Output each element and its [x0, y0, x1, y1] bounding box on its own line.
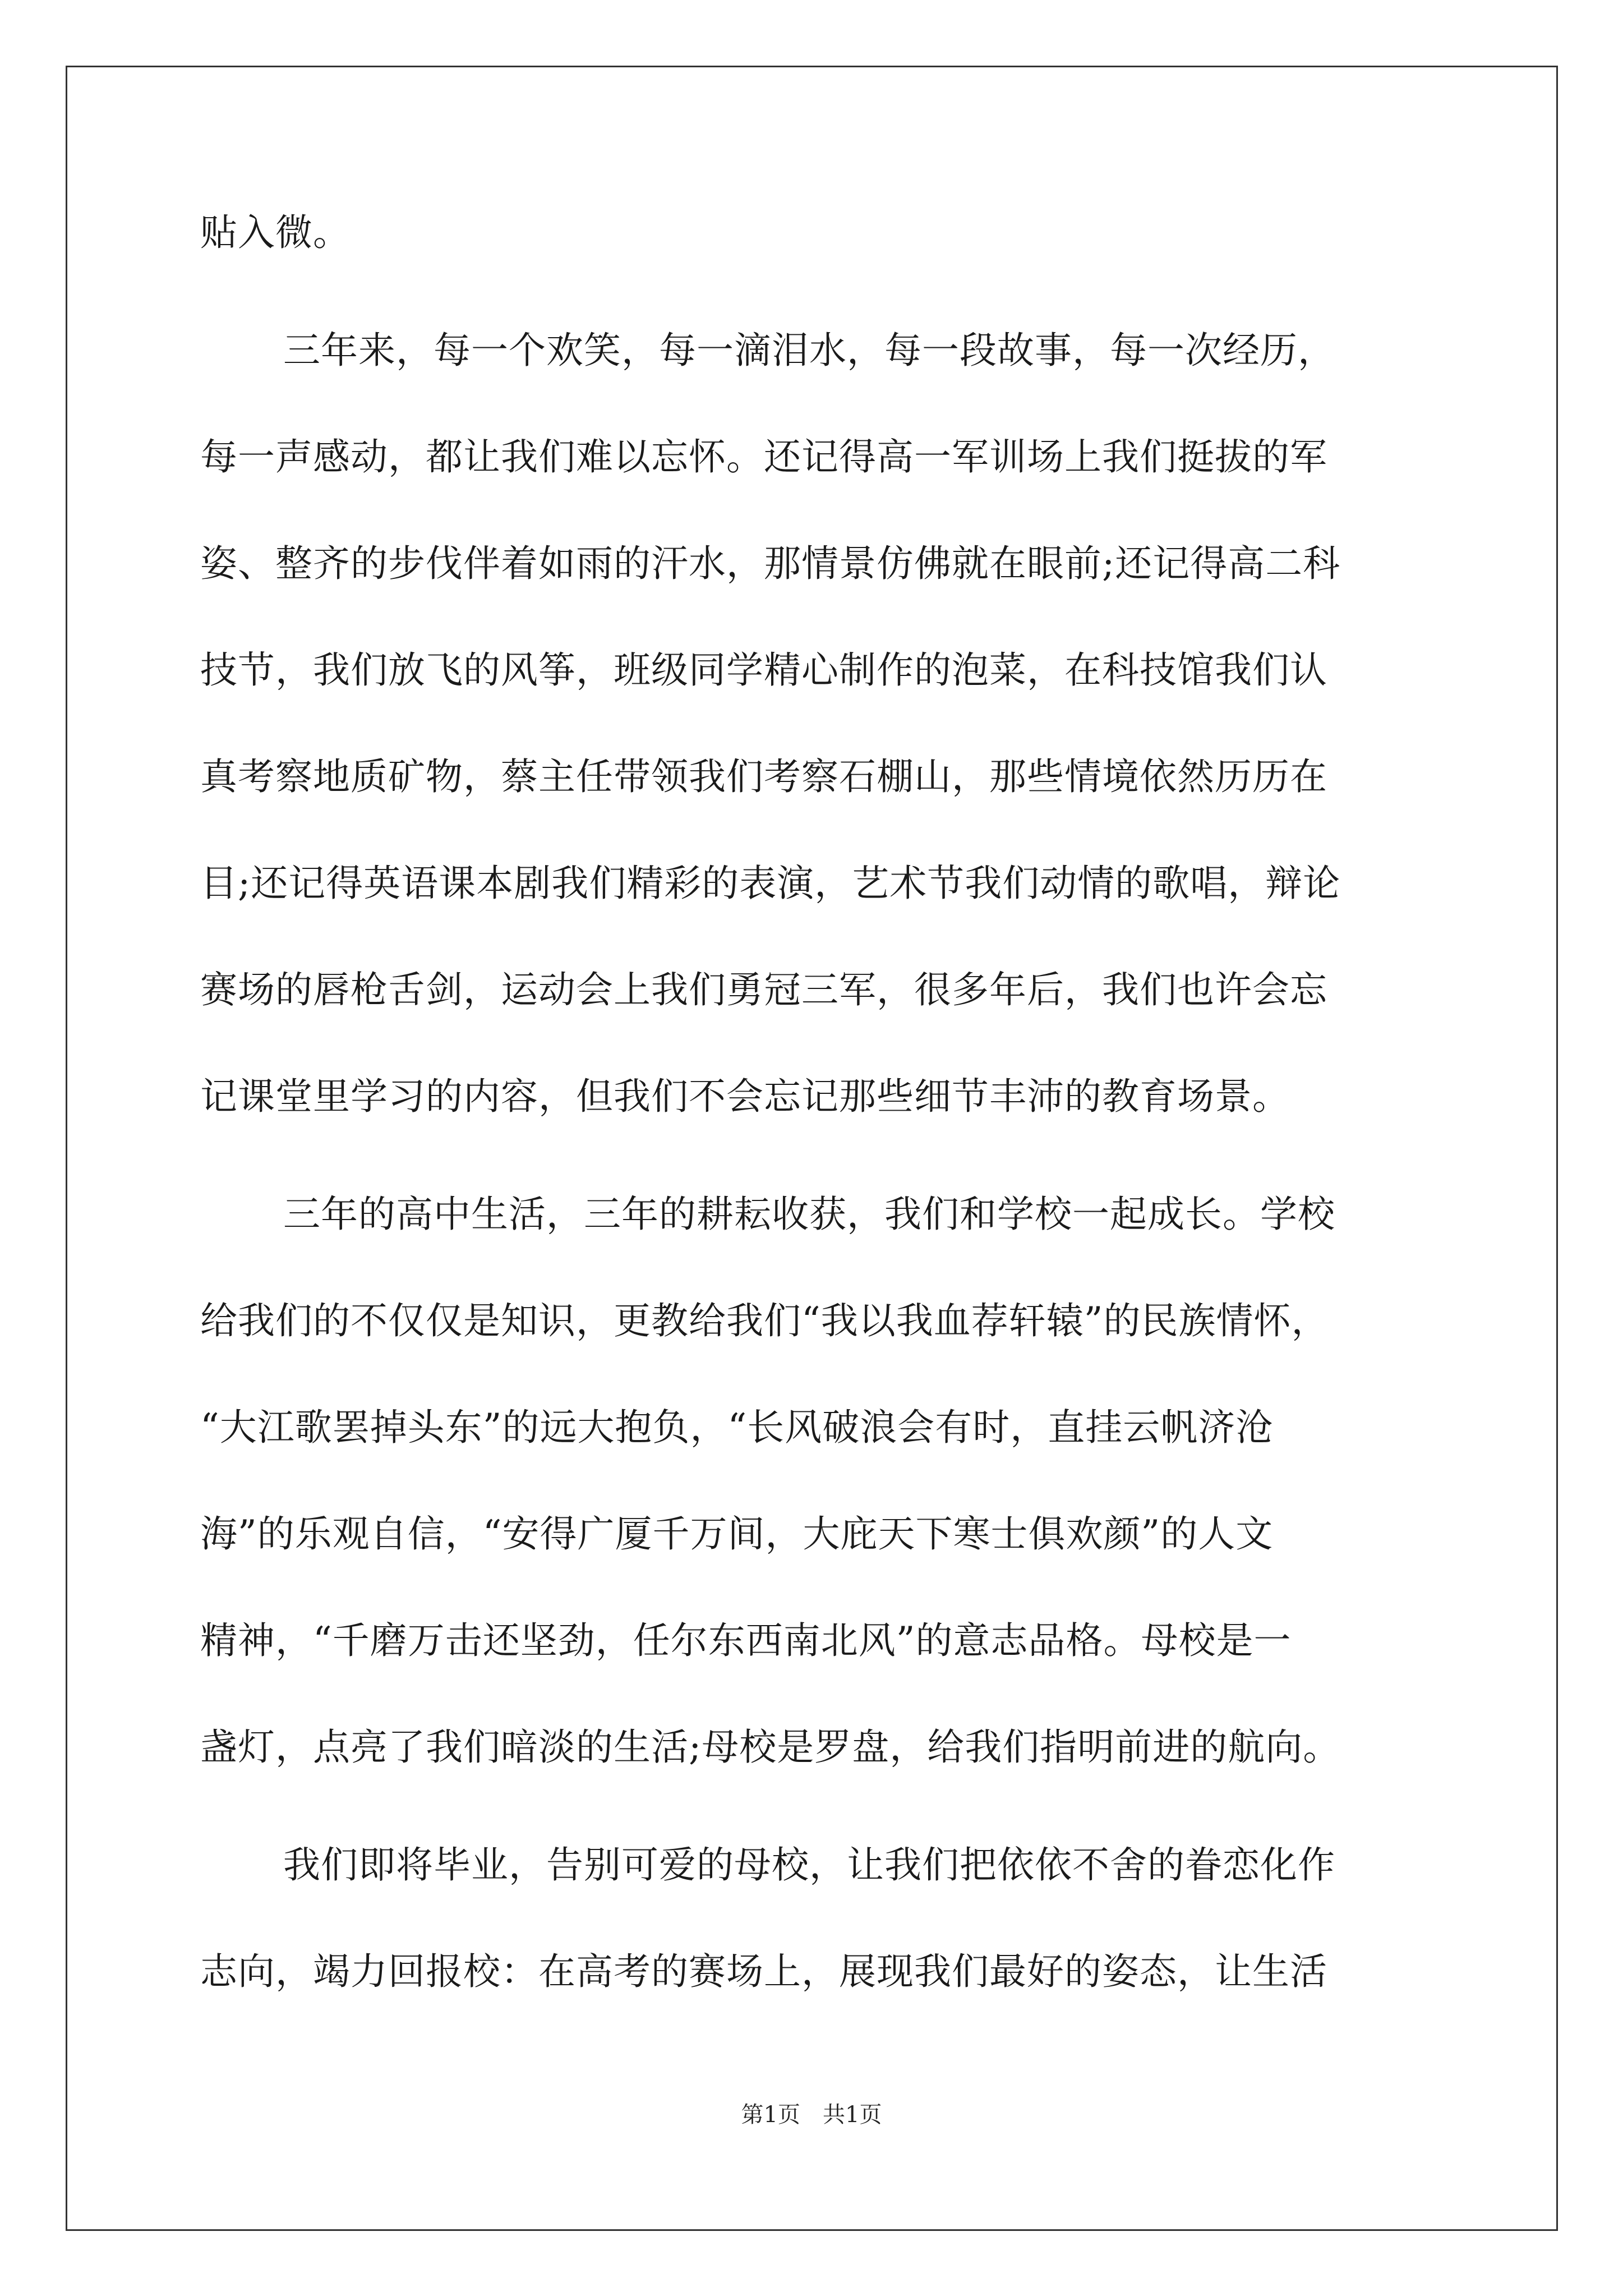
body-line-17: 志向，竭力回报校：在高考的赛场上，展现我们最好的姿态，让生活 — [200, 1950, 1327, 1993]
body-line-11: 给我们的不仅仅是知识，更教给我们“我以我血荐轩辕”的民族情怀， — [200, 1299, 1329, 1342]
page-number-footer: 第1页 共1页 — [741, 2102, 882, 2128]
body-line-13: 海”的乐观自信，“安得广厦千万间，大庇天下寒士俱欢颜”的人文 — [200, 1512, 1274, 1556]
body-line-16: 我们即将毕业，告别可爱的母校，让我们把依依不舍的眷恋化作 — [283, 1843, 1335, 1887]
body-line-9: 记课堂里学习的内容，但我们不会忘记那些细节丰沛的教育场景。 — [200, 1075, 1290, 1118]
body-line-3: 每一声感动，都让我们难以忘怀。还记得高一军训场上我们挺拔的军 — [200, 435, 1327, 478]
body-line-8: 赛场的唇枪舌剑，运动会上我们勇冠三军，很多年后，我们也许会忘 — [200, 968, 1327, 1011]
body-line-6: 真考察地质矿物，蔡主任带领我们考察石棚山，那些情境依然历历在 — [200, 755, 1327, 798]
body-line-7: 目;还记得英语课本剧我们精彩的表演，艺术节我们动情的歌唱，辩论 — [200, 862, 1341, 905]
body-line-1: 贴入微。 — [200, 211, 351, 254]
body-line-2: 三年来，每一个欢笑，每一滴泪水，每一段故事，每一次经历， — [283, 329, 1335, 372]
body-line-4: 姿、整齐的步伐伴着如雨的汗水，那情景仿佛就在眼前;还记得高二科 — [200, 542, 1341, 585]
body-line-12: “大江歌罢掉头东”的远大抱负，“长风破浪会有时，直挂云帆济沧 — [200, 1406, 1274, 1449]
page-frame — [66, 66, 1558, 2231]
body-line-14: 精神，“千磨万击还坚劲，任尔东西南北风”的意志品格。母校是一 — [200, 1619, 1292, 1662]
body-line-5: 技节，我们放飞的风筝，班级同学精心制作的泡菜，在科技馆我们认 — [200, 648, 1327, 692]
body-line-10: 三年的高中生活，三年的耕耘收获，我们和学校一起成长。学校 — [283, 1193, 1335, 1236]
body-line-15: 盏灯，点亮了我们暗淡的生活;母校是罗盘，给我们指明前进的航向。 — [200, 1726, 1341, 1769]
